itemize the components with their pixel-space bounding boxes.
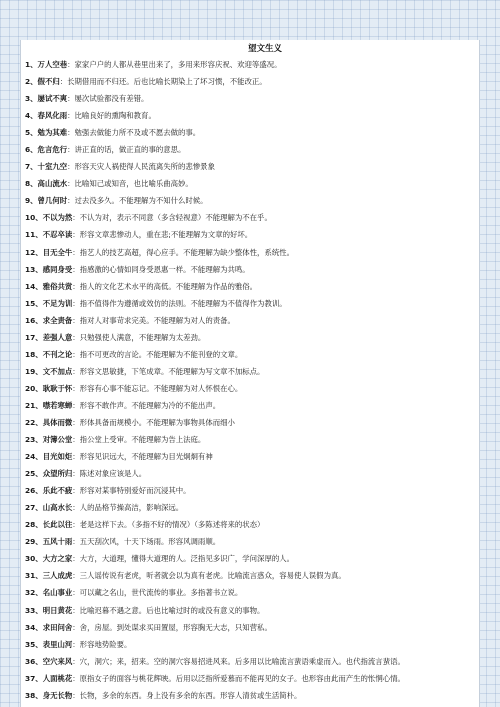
- list-item: [25, 278, 475, 295]
- entry-term: 噤若寒蝉: [42, 400, 73, 410]
- entry-separator: ：: [72, 230, 80, 240]
- entry-definition: 不认为对，表示不同意（多含轻视意）不能理解为不在乎。: [79, 213, 272, 223]
- entry-definition: 形体具备而规模小。不能理解为事物具体而细小: [79, 417, 235, 427]
- entry-number: 22、: [25, 417, 43, 427]
- entry-definition: 指不值得作为遵循或效仿的法则。不能理解为不值得作为教训。: [79, 298, 287, 308]
- entry-separator: ：: [72, 622, 80, 632]
- entry-term: 曾几何时: [37, 196, 68, 206]
- entry-definition: 可以藏之名山，世代流传的事业。多指著书立说。: [79, 588, 243, 598]
- list-item: [25, 346, 475, 363]
- entry-separator: ：: [72, 247, 80, 257]
- entry-term: 不忍卒读: [42, 230, 73, 240]
- entry-separator: ：: [72, 537, 80, 547]
- entry-separator: ：: [72, 554, 80, 564]
- entry-number: 13、: [25, 264, 43, 274]
- entry-separator: ：: [67, 94, 75, 104]
- entry-number: 21、: [25, 400, 43, 410]
- entry-number: 31、: [25, 571, 43, 581]
- entry-number: 23、: [25, 435, 43, 445]
- list-item: [25, 414, 475, 431]
- entry-term: 大方之家: [42, 554, 73, 564]
- entry-term: 高山流水: [37, 179, 68, 189]
- entry-term: 长此以往: [42, 520, 73, 530]
- entry-separator: ：: [67, 128, 75, 138]
- list-item: [25, 431, 475, 448]
- entry-definition: 形容天灾人祸使得人民流离失所的悲惨景象: [74, 162, 215, 172]
- entry-term: 文不加点: [42, 366, 73, 376]
- entry-number: 33、: [25, 605, 43, 615]
- entry-term: 乐此不疲: [42, 486, 73, 496]
- document-page: [20, 40, 480, 707]
- entry-number: 20、: [25, 383, 43, 393]
- entry-separator: ：: [72, 366, 80, 376]
- list-item: [25, 448, 475, 465]
- entry-number: 38、: [25, 690, 43, 700]
- entry-separator: ：: [72, 298, 80, 308]
- entry-number: 6、: [25, 145, 38, 155]
- list-item: [25, 687, 475, 704]
- entry-term: 空穴来风: [42, 656, 73, 666]
- entry-separator: ：: [72, 503, 80, 513]
- entry-definition: 过去没多久。不能理解为不知什么时候。: [74, 196, 208, 206]
- list-item: [25, 158, 475, 175]
- entry-term: 感同身受: [42, 264, 73, 274]
- list-item: [25, 516, 475, 533]
- entry-separator: ：: [72, 571, 80, 581]
- entry-number: 1、: [25, 60, 38, 69]
- entry-definition: 指公堂上受审。不能理解为告上法庭。: [79, 435, 206, 445]
- entry-separator: ：: [59, 77, 68, 87]
- list-item: [25, 653, 475, 670]
- entry-term: 雅俗共赏: [42, 281, 73, 291]
- list-item: [25, 175, 475, 192]
- entry-definition: 三人谣传说有老虎，听者就会以为真有老虎。比喻流言惑众，容易使人误假为真。: [79, 571, 346, 581]
- entry-separator: ：: [72, 264, 80, 274]
- list-item: [25, 670, 475, 687]
- entry-definition: 指人的文化艺术水平的高低。不能理解为作品的雅俗。: [79, 281, 258, 291]
- entry-definition: 陈述对象应该是人。: [79, 469, 147, 479]
- entry-separator: ：: [72, 588, 80, 598]
- entry-term: 三人成虎: [42, 571, 73, 581]
- entry-definition: 指艺人的技艺高超，得心应手。不能理解为缺少整体性，系统性。: [79, 247, 295, 257]
- list-item: [25, 550, 475, 567]
- entry-separator: ：: [72, 452, 80, 462]
- list-item: [25, 499, 475, 516]
- list-item: [25, 73, 475, 90]
- entry-term: 不以为然: [42, 213, 73, 223]
- list-item: [25, 312, 475, 329]
- list-item: [25, 192, 475, 209]
- list-item: [25, 602, 475, 619]
- entry-term: 表里山河: [42, 639, 73, 649]
- entry-separator: ：: [67, 162, 75, 172]
- entry-list: [21, 56, 479, 704]
- entry-definition: 比喻知己或知音，也比喻乐曲高妙。: [74, 179, 193, 189]
- entry-term: 明日黄花: [42, 605, 73, 615]
- list-item: [25, 380, 475, 397]
- entry-separator: ：: [72, 315, 80, 325]
- entry-number: 12、: [25, 247, 43, 257]
- entry-separator: ：: [72, 690, 80, 700]
- entry-number: 37、: [25, 673, 43, 683]
- entry-definition: 形容文思敏捷，下笔成章。不能理解为写文章不加标点。: [79, 366, 265, 376]
- entry-term: 五风十雨: [42, 537, 73, 547]
- entry-definition: 讲正直的话，做正直的事的意思。: [74, 145, 186, 155]
- entry-number: 34、: [25, 622, 43, 632]
- entry-term: 具体而微: [42, 417, 73, 427]
- list-item: [25, 209, 475, 226]
- entry-term: 假不归: [37, 77, 60, 87]
- entry-separator: ：: [67, 60, 75, 69]
- list-item: [25, 465, 475, 482]
- list-item: [25, 56, 475, 73]
- entry-number: 25、: [25, 469, 43, 479]
- entry-definition: 形容对某事特别爱好而沉浸其中。: [79, 486, 191, 496]
- entry-term: 不足为训: [42, 298, 73, 308]
- entry-separator: ：: [67, 196, 75, 206]
- entry-definition: 形容见识远大，不能理解为目光炯炯有神: [79, 452, 213, 462]
- entry-term: 对簿公堂: [42, 435, 73, 445]
- entry-definition: 家家户户的人都从巷里出来了，多用来形容庆祝、欢迎等盛况。: [74, 60, 282, 69]
- entry-term: 人面桃花: [42, 673, 73, 683]
- entry-term: 万人空巷: [37, 60, 68, 69]
- entry-number: 15、: [25, 298, 43, 308]
- entry-definition: 只勉强使人满意，不能理解为太差劲。: [79, 332, 206, 342]
- entry-separator: ：: [67, 179, 75, 189]
- entry-definition: 形容有心事不能忘记。不能理解为对人怀恨在心。: [79, 383, 243, 393]
- entry-term: 身无长物: [42, 690, 73, 700]
- list-item: [25, 363, 475, 380]
- entry-definition: 老是这样下去。（多指不好的情况）（多陈述将来的状态）: [79, 520, 265, 530]
- entry-definition: 长期借用而不归还。后也比喻长期染上了坏习惯，不能改正。: [67, 77, 267, 87]
- entry-number: 36、: [25, 656, 43, 666]
- entry-number: 24、: [25, 452, 43, 462]
- list-item: [25, 397, 475, 414]
- entry-separator: ：: [72, 332, 80, 342]
- list-item: [25, 90, 475, 107]
- entry-term: 名山事业: [42, 588, 73, 598]
- document-title: 望文生义: [247, 44, 282, 54]
- entry-separator: ：: [72, 639, 80, 649]
- entry-number: 29、: [25, 537, 43, 547]
- entry-definition: 比喻良好的熏陶和教育。: [74, 111, 156, 121]
- entry-definition: 大方，大道理，懂得大道理的人。泛指见多识广，学问深厚的人。: [79, 554, 295, 564]
- entry-number: 3、: [25, 94, 38, 104]
- entry-definition: 形容文章悲惨动人，重在悲;不能理解为文章的好坏。: [79, 230, 253, 240]
- entry-definition: 舍，房屋。到处谋求买田置屋，形容胸无大志，只知营私。: [79, 622, 272, 632]
- entry-number: 5、: [25, 128, 38, 138]
- entry-separator: ：: [72, 673, 80, 683]
- entry-separator: ：: [72, 349, 80, 359]
- entry-number: 8、: [25, 179, 38, 189]
- entry-number: 9、: [25, 196, 38, 206]
- entry-number: 27、: [25, 503, 43, 513]
- entry-number: 17、: [25, 332, 43, 342]
- entry-number: 10、: [25, 213, 43, 223]
- entry-term: 目无全牛: [42, 247, 73, 257]
- entry-number: 2、: [25, 77, 38, 87]
- entry-definition: 指对人对事苛求完美。不能理解为对人的责备。: [79, 315, 235, 325]
- entry-term: 春风化雨: [37, 111, 68, 121]
- entry-separator: ：: [72, 213, 80, 223]
- list-item: [25, 124, 475, 141]
- entry-term: 求全责备: [42, 315, 73, 325]
- entry-number: 14、: [25, 281, 43, 291]
- entry-definition: 勉强去做能力所不及或不愿去做的事。: [74, 128, 201, 138]
- entry-definition: 指感激的心情如同身受恩惠一样。不能理解为共鸣。: [79, 264, 250, 274]
- entry-number: 28、: [25, 520, 43, 530]
- list-item: [25, 141, 475, 158]
- entry-separator: ：: [72, 520, 80, 530]
- entry-separator: ：: [72, 486, 80, 496]
- entry-definition: 五天刮次风，十天下场雨。形容风调雨顺。: [79, 537, 221, 547]
- entry-term: 耿耿于怀: [42, 383, 73, 393]
- entry-number: 16、: [25, 315, 43, 325]
- list-item: [25, 567, 475, 584]
- entry-term: 屡试不爽: [37, 94, 68, 104]
- entry-term: 危言危行: [37, 145, 68, 155]
- entry-definition: 穴，洞穴；来，招来。空的洞穴容易招进风来。后多用以比喻流言蜚语乘虚而入。也代指流言蜚语。: [79, 656, 405, 666]
- entry-separator: ：: [72, 383, 80, 393]
- list-item: [25, 226, 475, 243]
- entry-number: 19、: [25, 366, 43, 376]
- entry-term: 差强人意: [42, 332, 73, 342]
- entry-separator: ：: [72, 417, 80, 427]
- entry-definition: 长物，多余的东西。身上没有多余的东西。形容人清贫或生活简朴。: [79, 690, 302, 700]
- list-item: [25, 636, 475, 653]
- entry-separator: ：: [67, 111, 75, 121]
- entry-term: 众望所归: [42, 469, 73, 479]
- entry-term: 十室九空: [37, 162, 68, 172]
- entry-term: 不刊之论: [42, 349, 73, 359]
- entry-number: 26、: [25, 486, 43, 496]
- entry-number: 35、: [25, 639, 43, 649]
- entry-definition: 比喻迟暮不遇之意。后也比喻过时的或没有意义的事物。: [79, 605, 265, 615]
- list-item: [25, 107, 475, 124]
- list-item: [25, 261, 475, 278]
- entry-term: 勉为其难: [37, 128, 68, 138]
- entry-separator: ：: [72, 656, 80, 666]
- entry-separator: ：: [72, 435, 80, 445]
- list-item: [25, 482, 475, 499]
- entry-number: 7、: [25, 162, 38, 172]
- entry-separator: ：: [72, 400, 80, 410]
- entry-separator: ：: [67, 145, 75, 155]
- entry-definition: 屡次试验都没有差错。: [74, 94, 149, 104]
- entry-number: 11、: [25, 230, 43, 240]
- entry-definition: 人的品格节操高洁，影响深远。: [79, 503, 184, 513]
- entry-separator: ：: [72, 605, 80, 615]
- entry-separator: ：: [72, 281, 80, 291]
- entry-number: 18、: [25, 349, 43, 359]
- entry-term: 求田问舍: [42, 622, 73, 632]
- entry-definition: 原指女子的面容与桃花辉映。后用以泛指所爱慕而不能再见的女子。也形容由此而产生的怅惘心情。: [79, 673, 405, 683]
- list-item: [25, 619, 475, 636]
- entry-definition: 形容不敢作声。不能理解为冷的不能出声。: [79, 400, 221, 410]
- entry-separator: ：: [72, 469, 80, 479]
- list-item: [25, 244, 475, 261]
- list-item: [25, 533, 475, 550]
- entry-definition: 指不可更改的言论。不能理解为不能刊登的文章。: [79, 349, 243, 359]
- list-item: [25, 295, 475, 312]
- list-item: [25, 584, 475, 601]
- entry-definition: 形容地势险要。: [79, 639, 132, 649]
- entry-number: 4、: [25, 111, 38, 121]
- entry-number: 32、: [25, 588, 43, 598]
- entry-term: 目光如炬: [42, 452, 73, 462]
- entry-number: 30、: [25, 554, 43, 564]
- entry-term: 山高水长: [42, 503, 73, 513]
- list-item: [25, 329, 475, 346]
